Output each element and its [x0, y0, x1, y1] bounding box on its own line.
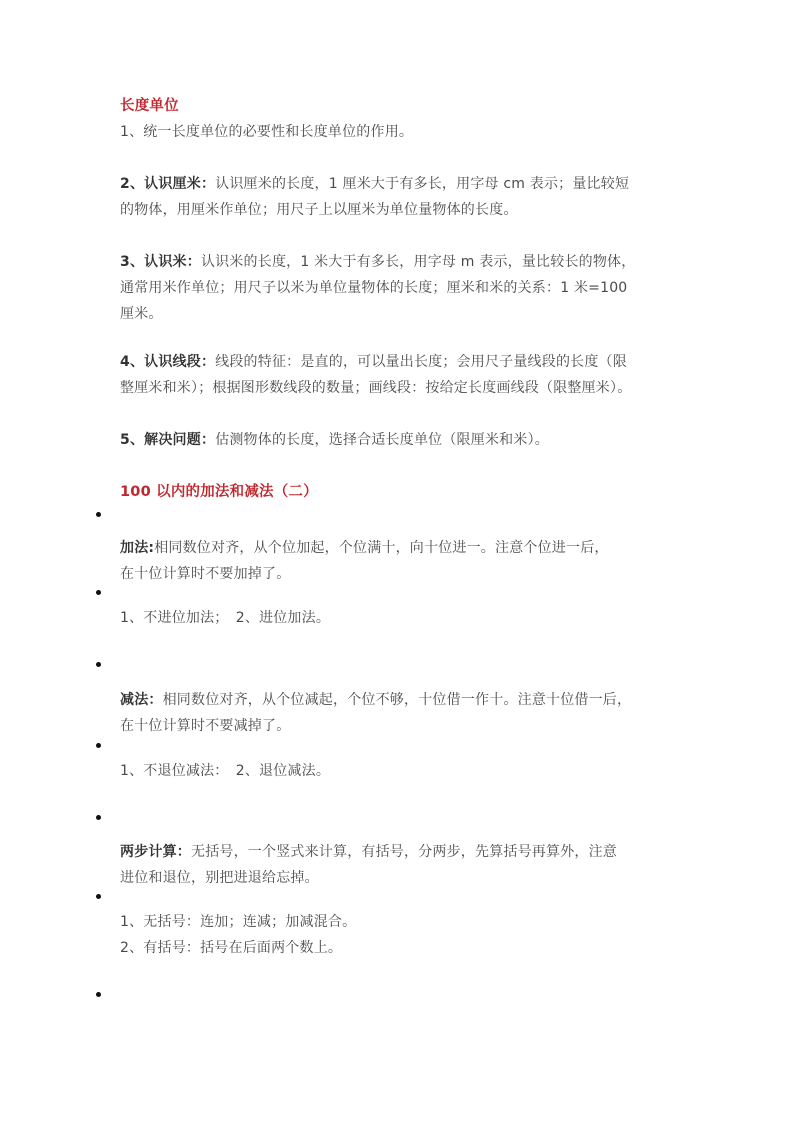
addition-line-1 [120, 536, 609, 560]
two-step-line-1 [120, 840, 617, 864]
bullet-icon [96, 894, 101, 899]
item-2-text: 认识厘米的长度，1 厘米大于有多长，用字母 cm 表示；量比较短 [215, 176, 630, 192]
item-4-text: 线段的特征：是直的，可以量出长度；会用尺子量线段的长度（限 [215, 354, 627, 370]
item-3-line-2: 通常用米作单位；用尺子以米为单位量物体的长度；厘米和米的关系：1 米=100 [120, 280, 628, 296]
bullet-icon [96, 662, 101, 667]
subtraction-line-2: 在十位计算时不要减掉了。 [120, 718, 291, 734]
item-2-line-1 [120, 172, 629, 196]
item-4-line-2: 整厘米和米）；根据图形数线段的数量；画线段：按给定长度画线段（限整厘米）。 [120, 380, 632, 396]
bullet-icon [96, 512, 101, 517]
subtraction-line-1 [120, 688, 631, 712]
item-1: 1、统一长度单位的必要性和长度单位的作用。 [120, 124, 414, 140]
bullet-icon [96, 992, 101, 997]
bullet-icon [96, 815, 101, 820]
item-4-label: 4、认识线段： [120, 354, 216, 370]
two-step-text: 无括号，一个竖式来计算，有括号，分两步，先算括号再算外，注意 [191, 844, 617, 860]
item-3-line-1 [120, 250, 635, 274]
bullet-icon [96, 743, 101, 748]
addition-label: 加法: [120, 540, 155, 556]
subtraction-text: 相同数位对齐，从个位减起，个位不够，十位借一作十。注意十位借一后， [162, 692, 632, 708]
item-3-line-3: 厘米。 [120, 306, 163, 322]
item-3-text: 认识米的长度，1 米大于有多长，用字母 m 表示，量比较长的物体， [200, 254, 636, 270]
section-title-length-units: 长度单位 [120, 98, 179, 114]
bullet-icon [96, 590, 101, 595]
two-step-type-1: 1、无括号：连加；连减；加减混合。 [120, 914, 357, 930]
two-step-label: 两步计算： [120, 844, 191, 860]
item-5-line-1 [120, 428, 549, 452]
item-5-label: 5、解决问题： [120, 432, 216, 448]
item-5-text: 估测物体的长度，选择合适长度单位（限厘米和米）。 [215, 432, 549, 448]
item-3-label: 3、认识米： [120, 254, 201, 270]
item-2-line-2: 的物体，用厘米作单位；用尺子上以厘米为单位量物体的长度。 [120, 202, 518, 218]
subtraction-label: 减法： [120, 692, 163, 708]
item-2-label: 2、认识厘米： [120, 176, 216, 192]
addition-types: 1、不进位加法； 2、进位加法。 [120, 610, 331, 626]
section-title-addition-subtraction: 100 以内的加法和减法（二） [120, 484, 318, 500]
subtraction-types: 1、不退位减法： 2、退位减法。 [120, 763, 331, 779]
addition-line-2: 在十位计算时不要加掉了。 [120, 566, 291, 582]
addition-text: 相同数位对齐，从个位加起，个位满十，向十位进一。注意个位进一后， [154, 540, 609, 556]
two-step-line-2: 进位和退位，别把进退给忘掉。 [120, 870, 319, 886]
two-step-type-2: 2、有括号：括号在后面两个数上。 [120, 940, 343, 956]
item-4-line-1 [120, 350, 627, 374]
